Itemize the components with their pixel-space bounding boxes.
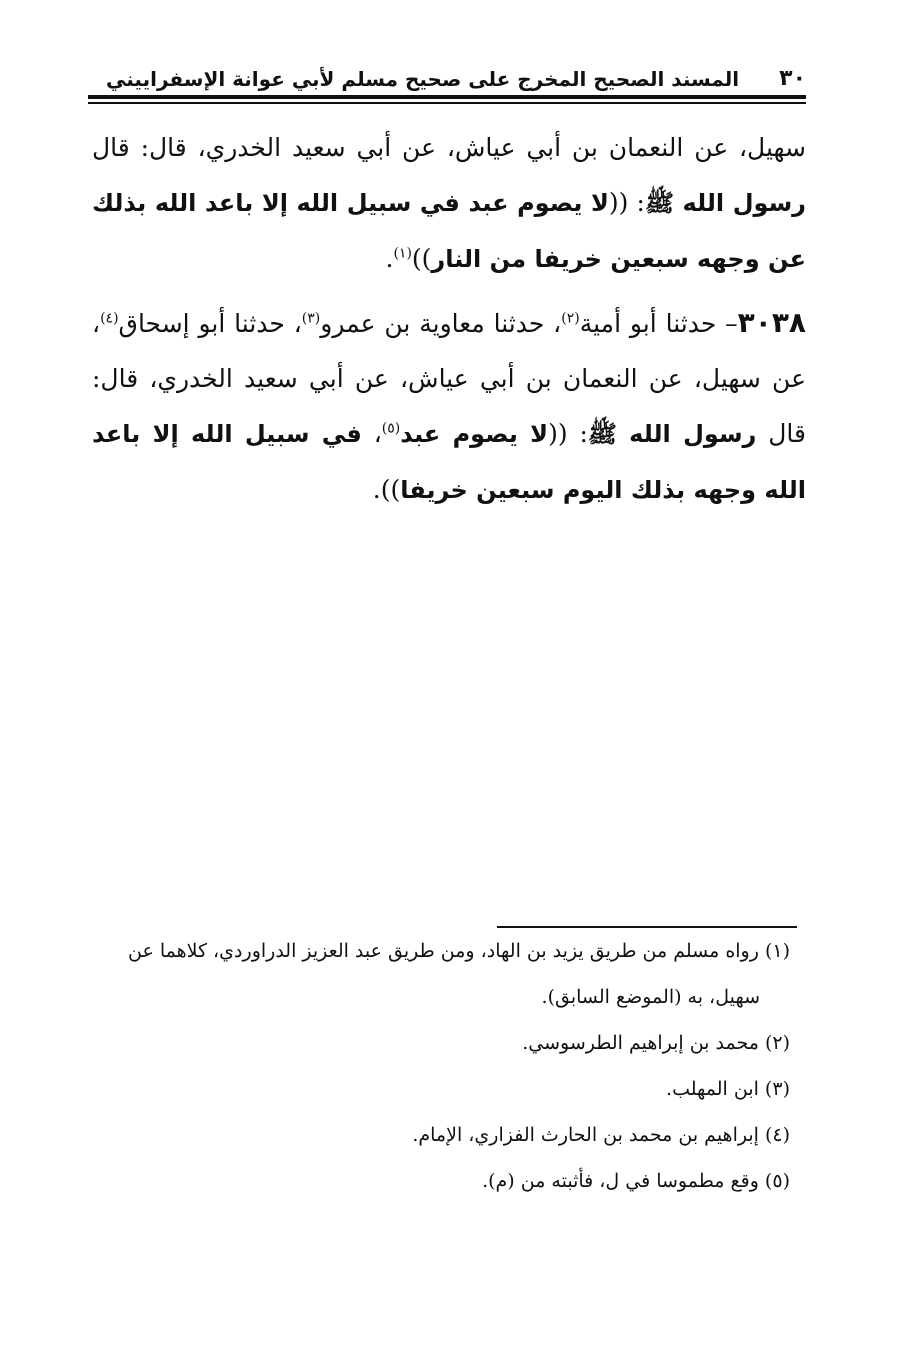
text-run: : (( <box>608 188 645 217</box>
text-run: )) <box>411 244 432 273</box>
hadith-matn: في سبيل الله إلا باعد الله وجهه بذلك اليوم سبعين خريفا <box>92 420 806 504</box>
footnote-ref[interactable]: (١) <box>393 245 412 262</box>
text-run: : (( <box>548 419 588 448</box>
text-run: ، حدثنا أبو إسحاق <box>118 309 302 338</box>
footnote-4: (٤) إبراهيم بن محمد بن الحارث الفزاري، الإمام. <box>412 1124 790 1146</box>
footnote-ref[interactable]: (٣) <box>301 310 321 327</box>
paragraph-hadith-continuation <box>92 120 806 287</box>
text-run: )). <box>372 475 401 504</box>
text-run: ، عن سهيل، عن النعمان بن أبي عياش، عن أبي سعيد الخدري، قال: قال <box>92 309 806 448</box>
text-run: . <box>385 244 394 273</box>
text-run: ، <box>361 419 382 448</box>
main-text <box>92 120 806 526</box>
footnote-3: (٣) ابن المهلب. <box>666 1078 790 1100</box>
paragraph-hadith-3038 <box>92 295 806 518</box>
header-rule-thick <box>88 95 806 99</box>
running-head <box>88 60 806 94</box>
hadith-matn: لا يصوم عبد <box>400 420 549 448</box>
running-head-title: المسند الصحيح المخرج على صحيح مسلم لأبي عوانة الإسفراييني <box>106 67 740 91</box>
prophet-name: رسول الله ﷺ <box>644 189 806 217</box>
footnote-ref[interactable]: (٢) <box>561 310 580 327</box>
text-run: ، حدثنا معاوية بن عمرو <box>320 309 562 338</box>
footnote-ref[interactable]: (٥) <box>381 420 401 437</box>
text-run: سهيل، عن النعمان بن أبي عياش، عن أبي سعيد الخدري، قال: قال <box>92 133 806 162</box>
page-number: ٣٠ <box>779 66 806 91</box>
text-run: – حدثنا أبو أمية <box>579 309 738 338</box>
footnote-ref[interactable]: (٤) <box>100 310 119 327</box>
header-rule-thin <box>88 102 806 104</box>
hadith-number: ٣٠٣٨ <box>737 306 807 339</box>
footnote-5: (٥) وقع مطموسا في ل، فأثبته من (م). <box>482 1170 790 1192</box>
hadith-matn: لا يصوم عبد في سبيل الله إلا باعد الله بذلك عن وجهه سبعين خريفا من النار <box>92 189 806 273</box>
prophet-name: رسول الله ﷺ <box>587 420 757 448</box>
footnote-1-continuation: سهيل، به (الموضع السابق). <box>541 986 760 1008</box>
footnotes <box>86 928 790 1204</box>
footnote-1: (١) رواه مسلم من طريق يزيد بن الهاد، ومن طريق عبد العزيز الدراوردي، كلاهما عن <box>128 940 790 962</box>
footnote-2: (٢) محمد بن إبراهيم الطرسوسي. <box>522 1032 790 1054</box>
